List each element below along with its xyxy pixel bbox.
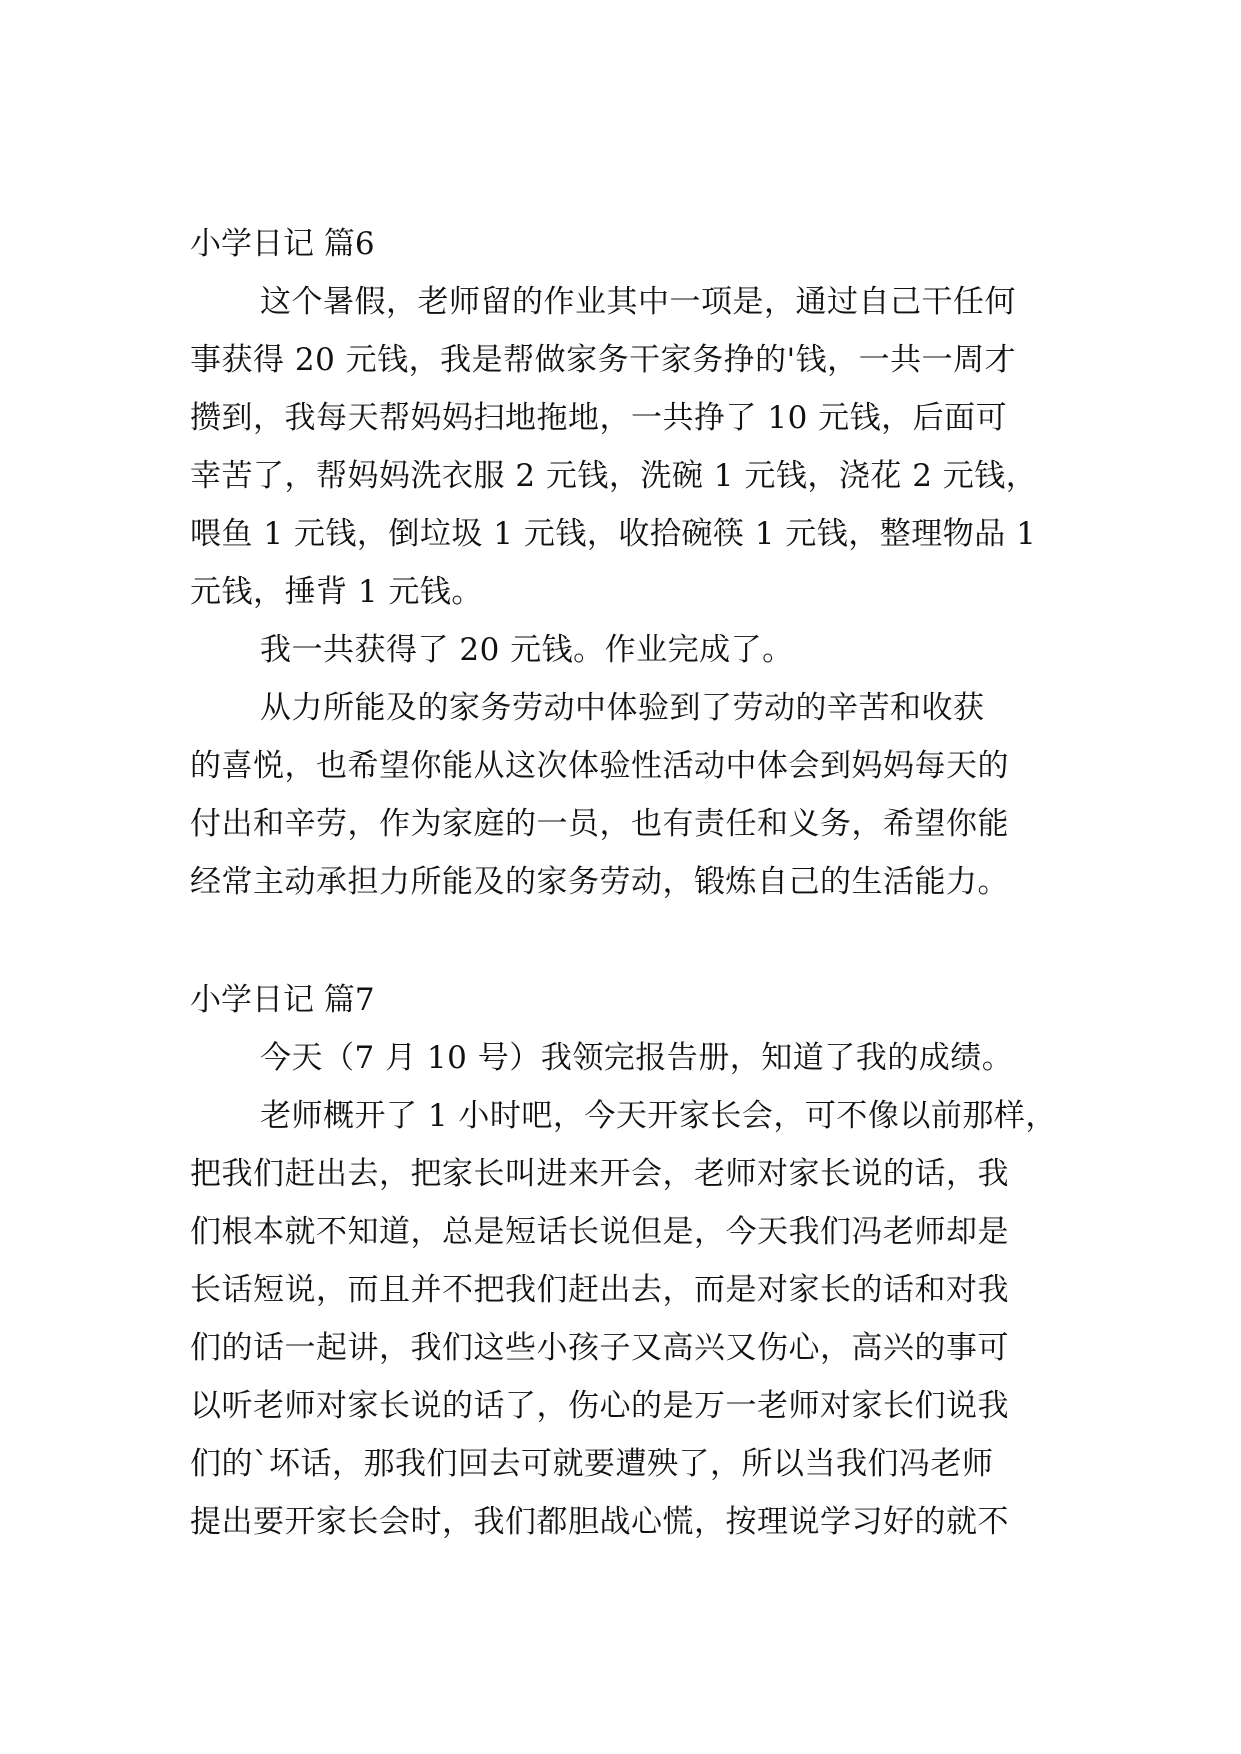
text-line: 攒到，我每天帮妈妈扫地拖地，一共挣了 10 元钱，后面可 (190, 400, 1008, 436)
text-line: 喂鱼 1 元钱，倒垃圾 1 元钱，收拾碗筷 1 元钱，整理物品 1 (190, 516, 1037, 552)
paragraph (190, 1087, 1070, 1551)
diary-section-7 (190, 971, 1070, 1551)
section-title: 小学日记 篇7 (190, 982, 375, 1018)
text-line: 的喜悦，也希望你能从这次体验性活动中体会到妈妈每天的 (190, 748, 1009, 784)
section-title: 小学日记 篇6 (190, 226, 375, 262)
text-line: 把我们赶出去，把家长叫进来开会，老师对家长说的话，我 (190, 1156, 1009, 1192)
diary-section-6 (190, 215, 1070, 911)
text-line: 们根本就不知道，总是短话长说但是，今天我们冯老师却是 (190, 1214, 1009, 1250)
text-line: 幸苦了，帮妈妈洗衣服 2 元钱，洗碗 1 元钱，浇花 2 元钱， (190, 458, 1038, 494)
text-line: 从力所能及的家务劳动中体验到了劳动的辛苦和收获 (260, 690, 985, 726)
document-page (190, 215, 1070, 1551)
paragraph (190, 273, 1070, 621)
text-line: 提出要开家长会时，我们都胆战心慌，按理说学习好的就不 (190, 1504, 1009, 1540)
text-line: 这个暑假，老师留的作业其中一项是，通过自己干任何 (260, 284, 1016, 320)
text-line: 事获得 20 元钱，我是帮做家务干家务挣的'钱，一共一周才 (190, 342, 1017, 378)
text-line: 们的话一起讲，我们这些小孩子又高兴又伤心，高兴的事可 (190, 1330, 1009, 1366)
paragraph (190, 679, 1070, 911)
text-line: 元钱，捶背 1 元钱。 (190, 574, 483, 610)
text-line: 们的`坏话，那我们回去可就要遭殃了，所以当我们冯老师 (190, 1446, 994, 1482)
text-line: 付出和辛劳，作为家庭的一员，也有责任和义务，希望你能 (190, 806, 1009, 842)
text-line: 老师概开了 1 小时吧，今天开家长会，可不像以前那样， (260, 1098, 1057, 1134)
section-spacer (190, 911, 1070, 971)
paragraph (190, 1029, 1070, 1087)
text-line: 今天（7 月 10 号）我领完报告册，知道了我的成绩。 (260, 1040, 1014, 1076)
text-line: 经常主动承担力所能及的家务劳动，锻炼自己的生活能力。 (190, 864, 1009, 900)
text-line: 长话短说，而且并不把我们赶出去，而是对家长的话和对我 (190, 1272, 1009, 1308)
paragraph (190, 621, 1070, 679)
text-line: 我一共获得了 20 元钱。作业完成了。 (260, 632, 794, 668)
text-line: 以听老师对家长说的话了，伤心的是万一老师对家长们说我 (190, 1388, 1009, 1424)
